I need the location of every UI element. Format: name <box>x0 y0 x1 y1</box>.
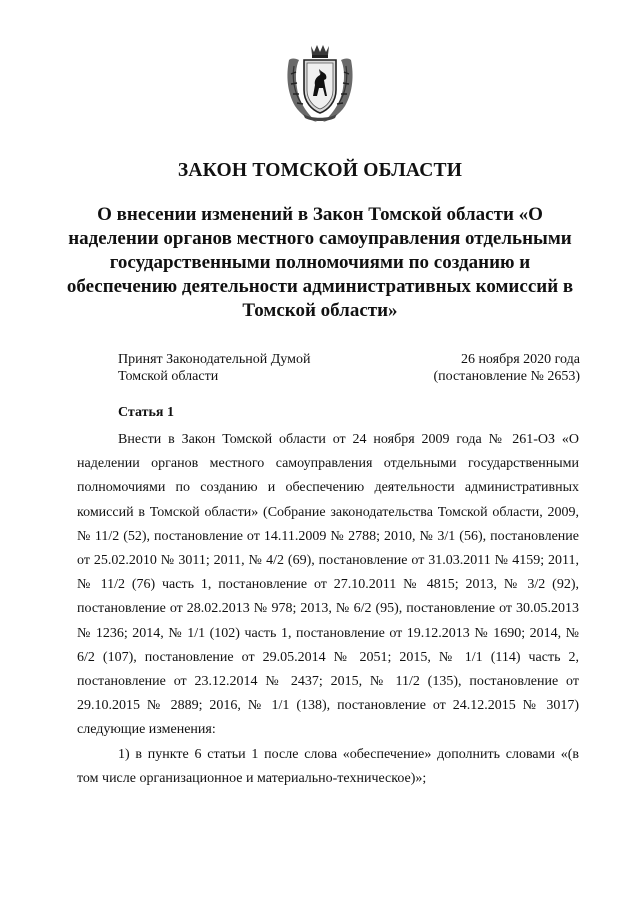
coat-of-arms-emblem <box>285 40 355 124</box>
resolution-number: (постановление № 2653) <box>433 369 580 384</box>
article-heading: Статья 1 <box>118 405 174 420</box>
adopted-by <box>118 351 328 385</box>
paragraph: Внести в Закон Томской области от 24 ноября 2009 года № 261-ОЗ «О наделении органов местного самоуправления отдельными государственными полномочиями по созданию и обеспечению деятельности административных комиссий в Томской области» (Собрание законодательства Томской области, 2009, № 11/2 (52), постановление от 14.11.2009 № 2788; 2010, № 3/1 (56), постановление от 25.02.2010 № 3011; 2011, № 4/2 (69), постановление от 31.03.2011 № 4159; 2011, № 11/2 (76) часть 1, постановление от 27.10.2011 № 4815; 2013, № 3/2 (92), постановление от 28.02.2013 № 978; 2013, № 6/2 (95), постановление от 30.05.2013 № 1236; 2014, № 1/1 (102) часть 1, постановление от 19.12.2013 № 1690; 2014, № 6/2 (107), постановление от 29.05.2014 № 2051; 2015, № 1/1 (114) часть 2, постановление от 23.12.2014 № 2437; 2015, № 11/2 (135), постановление от 29.10.2015 № 2889; 2016, № 1/1 (138), постановление от 24.12.2015 № 3017) следующие изменения: <box>77 432 579 738</box>
coat-of-arms-icon <box>285 40 355 124</box>
adoption-info <box>433 351 580 385</box>
adopted-by-text: Принят Законодательной Думой Томской области <box>118 352 311 384</box>
law-subtitle: О внесении изменений в Закон Томской области «О наделении органов местного самоуправления отдельными государственными полномочиями по созданию и обеспечению деятельности административных комиссий в Томской области» <box>66 204 574 321</box>
paragraph: 1) в пункте 6 статьи 1 после слова «обеспечение» дополнить словами «(в том числе организационное и материально-техническое)»; <box>77 746 579 786</box>
adopted-date: 26 ноября 2020 года <box>460 352 580 367</box>
article-body <box>77 428 579 791</box>
law-title: ЗАКОН ТОМСКОЙ ОБЛАСТИ <box>177 160 463 181</box>
